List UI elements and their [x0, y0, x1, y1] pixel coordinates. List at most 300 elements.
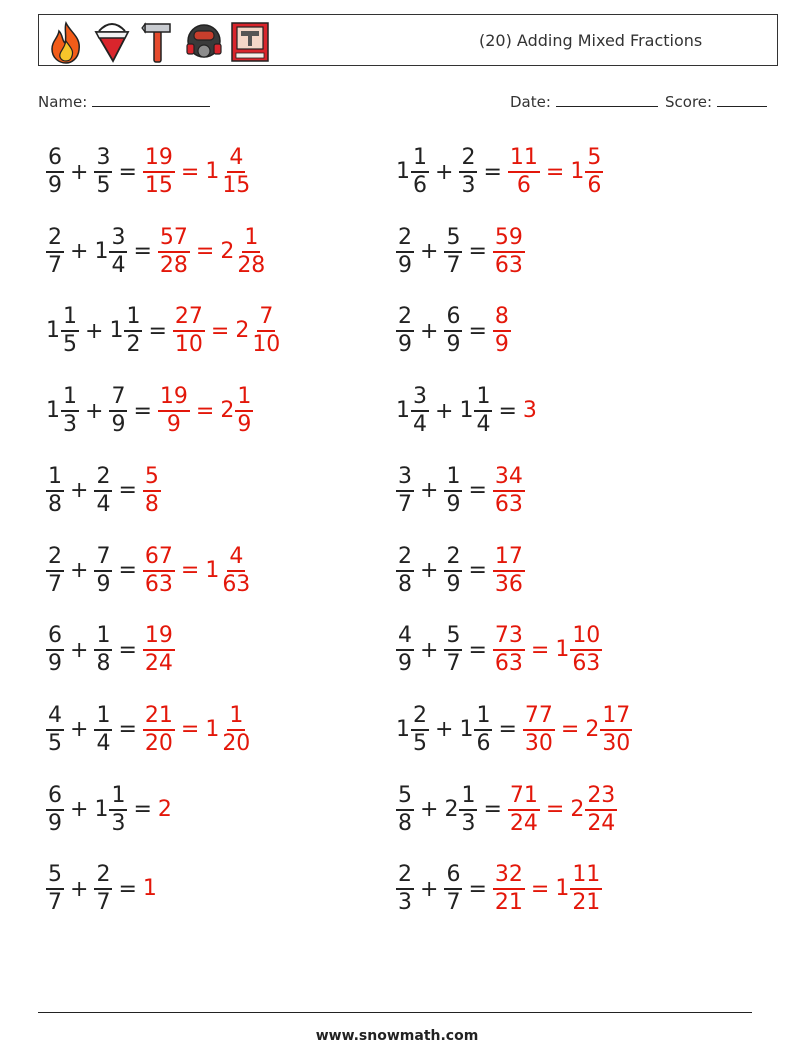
addend-2: [94, 464, 112, 518]
fraction: [396, 783, 414, 837]
denominator: 7: [48, 890, 62, 916]
numerator: 11: [570, 862, 602, 890]
denominator: 21: [494, 890, 523, 916]
addend-1: [46, 304, 79, 358]
numerator: 77: [523, 703, 555, 731]
answer: [508, 145, 603, 199]
whole-number: 1: [555, 637, 570, 663]
equals-sign: =: [483, 159, 502, 185]
fraction: [46, 544, 64, 598]
denominator: 9: [48, 810, 62, 836]
numerator: 1: [46, 464, 64, 492]
fraction: [61, 304, 79, 358]
plus-sign: +: [420, 478, 439, 504]
date-label: Date:: [510, 93, 551, 111]
numerator: 2: [396, 304, 414, 332]
addend-2: [459, 703, 492, 757]
fraction: [459, 783, 477, 837]
addend-2: [444, 464, 462, 518]
denominator: 5: [63, 332, 77, 358]
answer-equals: =: [530, 637, 550, 663]
numerator: 19: [143, 623, 175, 651]
fraction: [235, 225, 267, 279]
denominator: 21: [572, 890, 601, 916]
numerator: 6: [46, 145, 64, 173]
denominator: 9: [398, 651, 412, 677]
addend-2: [94, 703, 112, 757]
answer-whole: 1: [142, 876, 157, 902]
problem-item: [46, 379, 253, 443]
fraction: [109, 783, 127, 837]
numerator: 32: [493, 862, 525, 890]
date-field[interactable]: [510, 92, 658, 111]
denominator: 4: [413, 412, 427, 438]
addend-2: [94, 862, 112, 916]
numerator: 4: [227, 544, 245, 572]
fraction: [444, 304, 462, 358]
answer-equals: =: [180, 558, 200, 583]
answer-improper: [493, 862, 525, 916]
addend-2: [94, 544, 112, 598]
denominator: 9: [166, 412, 181, 438]
fraction: [46, 225, 64, 279]
fraction: [396, 623, 414, 677]
date-blank[interactable]: [556, 92, 658, 107]
denominator: 9: [48, 173, 62, 198]
fraction: [250, 304, 282, 358]
answer: [143, 464, 161, 518]
fraction: [158, 384, 190, 438]
plus-sign: +: [70, 717, 89, 743]
whole-number: 2: [235, 318, 250, 344]
fraction: [523, 703, 555, 757]
denominator: 4: [96, 730, 111, 756]
numerator: 1: [124, 304, 142, 332]
answer-improper: [493, 544, 525, 598]
equals-sign: =: [498, 717, 517, 743]
fraction: [396, 464, 414, 518]
equals-sign: =: [468, 318, 487, 344]
answer-equals: =: [195, 239, 215, 265]
numerator: 2: [459, 145, 477, 173]
plus-sign: +: [70, 239, 89, 265]
whole-number: 1: [205, 159, 220, 184]
worksheet-title: (20) Adding Mixed Fractions: [479, 31, 703, 50]
numerator: 2: [396, 544, 414, 572]
numerator: 1: [411, 145, 429, 173]
fraction: [493, 544, 525, 598]
whole-number: 2: [220, 398, 235, 424]
denominator: 36: [494, 571, 523, 597]
numerator: 11: [508, 145, 540, 173]
answer-improper: [508, 783, 540, 837]
fraction: [158, 225, 190, 279]
fraction: [493, 304, 511, 358]
denominator: 6: [476, 730, 491, 756]
answer-equals: =: [530, 876, 550, 902]
equals-sign: =: [133, 797, 152, 823]
fraction: [444, 862, 462, 916]
whole-number: 2: [585, 716, 600, 742]
addend-1: [46, 225, 64, 279]
equals-sign: =: [118, 159, 137, 185]
addend-1: [46, 783, 64, 837]
problem-item: [46, 539, 252, 603]
denominator: 6: [516, 173, 531, 198]
numerator: 7: [94, 544, 112, 572]
score-field[interactable]: [665, 92, 767, 111]
numerator: 57: [158, 225, 190, 253]
answer: [493, 544, 525, 598]
numerator: 2: [94, 862, 112, 890]
plus-sign: +: [70, 797, 89, 823]
plus-sign: +: [420, 876, 439, 902]
fraction: [411, 703, 429, 757]
fire-icon: [45, 19, 87, 65]
numerator: 3: [109, 225, 127, 253]
fraction: [493, 225, 525, 279]
answer: [493, 304, 511, 358]
plus-sign: +: [420, 318, 439, 344]
numerator: 34: [493, 464, 525, 492]
numerator: 5: [444, 225, 462, 253]
fraction: [46, 145, 64, 199]
fraction: [94, 623, 112, 677]
plus-sign: +: [435, 717, 454, 743]
problem-item: [396, 778, 617, 842]
addend-1: [396, 703, 429, 757]
denominator: 9: [96, 571, 111, 597]
equals-sign: =: [148, 318, 167, 344]
problem-item: [396, 698, 632, 762]
addend-2: [109, 384, 127, 438]
fraction: [459, 145, 477, 199]
numerator: 2: [396, 225, 414, 253]
numerator: 5: [444, 623, 462, 651]
fraction: [94, 703, 112, 757]
answer-equals: =: [545, 797, 565, 823]
answer-mixed: [555, 623, 602, 677]
answer-improper: [158, 225, 190, 279]
answer-improper: [523, 703, 555, 757]
whole-number: 1: [570, 159, 585, 184]
addend-1: [46, 623, 64, 677]
equals-sign: =: [468, 637, 487, 663]
answer: [143, 145, 252, 199]
denominator: 3: [461, 810, 476, 836]
addend-1: [396, 464, 414, 518]
answer-equals: =: [545, 159, 565, 185]
numerator: 2: [396, 862, 414, 890]
addend-2: [94, 225, 127, 279]
name-field[interactable]: [38, 92, 210, 111]
denominator: 24: [509, 810, 538, 836]
denominator: 4: [96, 491, 111, 517]
problem-item: [396, 857, 602, 921]
numerator: 6: [46, 623, 64, 651]
plus-sign: +: [420, 558, 439, 583]
numerator: 1: [94, 623, 112, 651]
fraction: [493, 862, 525, 916]
name-label: Name:: [38, 93, 88, 111]
answer-whole: 2: [157, 796, 172, 822]
problem-item: [396, 539, 525, 603]
denominator: 9: [494, 332, 509, 358]
fraction: [143, 544, 175, 598]
denominator: 63: [494, 651, 523, 677]
fraction: [46, 703, 64, 757]
denominator: 8: [398, 810, 412, 836]
denominator: 63: [494, 491, 523, 517]
denominator: 9: [48, 651, 62, 677]
numerator: 2: [46, 544, 64, 572]
fraction: [143, 145, 175, 199]
denominator: 10: [252, 332, 281, 358]
answer-mixed: [205, 544, 252, 598]
fraction: [396, 225, 414, 279]
addend-2: [94, 783, 127, 837]
answer-mixed: [205, 145, 252, 199]
answer-mixed: [205, 703, 252, 757]
answer: [143, 876, 158, 902]
answer-improper: [493, 623, 525, 677]
answer-mixed: [555, 862, 602, 916]
answer-improper: [158, 384, 190, 438]
answer: [493, 225, 525, 279]
addend-2: [444, 225, 462, 279]
plus-sign: +: [435, 159, 454, 185]
addend-1: [46, 544, 64, 598]
fraction: [46, 623, 64, 677]
numerator: 1: [235, 384, 253, 412]
plus-sign: +: [70, 159, 89, 185]
answer: [158, 384, 253, 438]
numerator: 5: [396, 783, 414, 811]
denominator: 9: [446, 332, 461, 358]
whole-number: 1: [94, 238, 109, 264]
numerator: 1: [444, 464, 462, 492]
numerator: 2: [46, 225, 64, 253]
answer: [523, 398, 538, 424]
denominator: 5: [96, 173, 111, 198]
answer-equals: =: [210, 318, 230, 344]
fraction: [474, 703, 492, 757]
denominator: 4: [476, 412, 491, 438]
plus-sign: +: [70, 876, 89, 902]
denominator: 8: [398, 571, 412, 597]
addend-1: [396, 544, 414, 598]
denominator: 10: [174, 332, 203, 358]
numerator: 3: [411, 384, 429, 412]
equals-sign: =: [133, 398, 152, 424]
numerator: 3: [396, 464, 414, 492]
denominator: 5: [48, 730, 62, 756]
fraction: [585, 145, 603, 199]
numerator: 27: [173, 304, 205, 332]
plus-sign: +: [85, 318, 104, 344]
numerator: 4: [396, 623, 414, 651]
numerator: 1: [94, 703, 112, 731]
answer: [158, 225, 267, 279]
problem-item: [46, 140, 252, 204]
addend-1: [396, 304, 414, 358]
denominator: 63: [572, 651, 601, 677]
problem-item: [46, 698, 252, 762]
answer-improper: [493, 464, 525, 518]
problem-item: [396, 459, 525, 523]
denominator: 6: [587, 173, 602, 198]
plus-sign: +: [70, 637, 89, 663]
answer: [143, 544, 252, 598]
fraction: [94, 544, 112, 598]
footer-divider: [38, 1012, 752, 1013]
fraction: [143, 703, 175, 757]
fraction: [444, 623, 462, 677]
plus-sign: +: [435, 398, 454, 424]
denominator: 28: [159, 252, 188, 278]
whole-number: 1: [94, 796, 109, 822]
numerator: 6: [444, 862, 462, 890]
numerator: 21: [143, 703, 175, 731]
numerator: 10: [570, 623, 602, 651]
fraction: [94, 464, 112, 518]
answer-improper: [143, 623, 175, 677]
numerator: 2: [94, 464, 112, 492]
addend-1: [396, 145, 429, 199]
numerator: 59: [493, 225, 525, 253]
fire-axe-icon: [137, 19, 179, 65]
numerator: 23: [585, 783, 617, 811]
fraction: [493, 623, 525, 677]
numerator: 17: [493, 544, 525, 572]
addend-2: [444, 862, 462, 916]
answer-improper: [143, 544, 175, 598]
answer-equals: =: [560, 717, 580, 743]
fraction: [46, 783, 64, 837]
addend-2: [94, 623, 112, 677]
fraction: [508, 145, 540, 199]
fraction: [396, 544, 414, 598]
fraction: [493, 464, 525, 518]
whole-number: 1: [205, 557, 220, 583]
addend-2: [109, 304, 142, 358]
fraction: [220, 544, 252, 598]
fraction: [143, 464, 161, 518]
score-label: Score:: [665, 93, 713, 111]
denominator: 8: [48, 491, 62, 517]
answer-mixed: [585, 703, 632, 757]
numerator: 71: [508, 783, 540, 811]
fraction: [570, 862, 602, 916]
fire-alarm-icon: [229, 19, 271, 65]
answer-improper: [508, 145, 540, 199]
addend-2: [444, 544, 462, 598]
firefighter-mask-icon: [183, 19, 225, 65]
addend-1: [46, 145, 64, 199]
fraction: [109, 225, 127, 279]
numerator: 73: [493, 623, 525, 651]
numerator: 2: [444, 544, 462, 572]
denominator: 20: [222, 730, 251, 756]
denominator: 3: [63, 412, 77, 438]
equals-sign: =: [468, 239, 487, 265]
denominator: 28: [237, 252, 266, 278]
denominator: 7: [398, 491, 412, 517]
numerator: 3: [94, 145, 112, 173]
name-blank[interactable]: [92, 92, 210, 107]
score-blank[interactable]: [717, 92, 767, 107]
addend-1: [46, 384, 79, 438]
plus-sign: +: [420, 797, 439, 823]
addend-1: [396, 225, 414, 279]
fraction: [220, 703, 252, 757]
denominator: 6: [413, 173, 427, 198]
numerator: 5: [143, 464, 161, 492]
denominator: 15: [222, 173, 251, 198]
whole-number: 1: [46, 318, 60, 344]
problem-item: [46, 220, 267, 284]
denominator: 9: [446, 571, 461, 597]
addend-1: [46, 862, 64, 916]
denominator: 2: [126, 332, 141, 358]
denominator: 7: [446, 651, 461, 677]
addend-2: [444, 304, 462, 358]
answer-whole: 3: [522, 398, 537, 424]
whole-number: 1: [459, 398, 474, 424]
problem-item: [46, 618, 175, 682]
denominator: 63: [144, 571, 173, 597]
denominator: 9: [398, 332, 412, 358]
denominator: 7: [48, 252, 62, 278]
numerator: 19: [158, 384, 190, 412]
answer: [173, 304, 282, 358]
fraction: [444, 544, 462, 598]
problem-item: [46, 857, 158, 921]
numerator: 8: [493, 304, 511, 332]
fraction: [474, 384, 492, 438]
whole-number: 2: [444, 796, 459, 822]
fire-bucket-icon: [91, 19, 133, 65]
fraction: [46, 464, 64, 518]
answer-improper: [493, 225, 525, 279]
fraction: [124, 304, 142, 358]
answer: [493, 623, 602, 677]
answer: [158, 797, 173, 823]
whole-number: 1: [205, 716, 220, 742]
answer-improper: [143, 703, 175, 757]
worksheet-header: [38, 14, 778, 66]
problem-item: [396, 379, 538, 443]
numerator: 5: [46, 862, 64, 890]
footer-url: www.snowmath.com: [315, 1028, 479, 1044]
answer: [143, 623, 175, 677]
answer-improper: [173, 304, 205, 358]
answer-equals: =: [180, 717, 200, 743]
numerator: 4: [227, 145, 245, 173]
numerator: 1: [474, 703, 492, 731]
whole-number: 1: [396, 398, 410, 424]
equals-sign: =: [468, 558, 487, 583]
denominator: 15: [144, 173, 173, 198]
fraction: [508, 783, 540, 837]
equals-sign: =: [118, 637, 137, 663]
whole-number: 1: [396, 159, 410, 184]
equals-sign: =: [498, 398, 517, 424]
denominator: 63: [494, 252, 523, 278]
denominator: 3: [461, 173, 476, 198]
fraction: [396, 304, 414, 358]
plus-sign: +: [420, 637, 439, 663]
